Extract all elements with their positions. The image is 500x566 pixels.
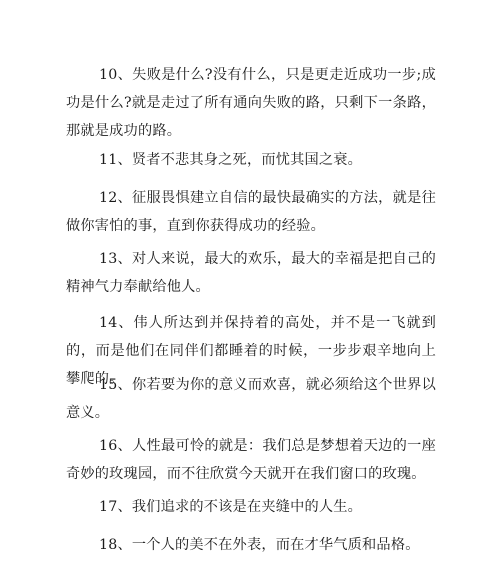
quote-paragraph-11: 11、贤者不悲其身之死，而忧其国之衰。: [99, 152, 363, 168]
quote-paragraph-16: 16、人性最可怜的就是：我们总是梦想着天边的一座奇妙的玫瑰园，而不往欣赏今天就开在我们窗口的玫瑰。: [66, 438, 436, 482]
quote-paragraph-18: 18、一个人的美不在外表，而在才华气质和品格。: [99, 537, 420, 553]
quote-paragraph-13: 13、对人来说，最大的欢乐，最大的幸福是把自己的精神气力奉献给他人。: [66, 251, 436, 295]
quote-paragraph-14: 14、伟人所达到并保持着的高处，并不是一飞就到的，而是他们在同伴们都睡着的时候，一步步艰辛地向上攀爬的。: [66, 315, 436, 387]
quote-paragraph-10: 10、失败是什么?没有什么，只是更走近成功一步;成功是什么?就是走过了所有通向失败的路，只剩下一条路，那就是成功的路。: [66, 67, 436, 139]
quote-paragraph-17: 17、我们追求的不该是在夹缝中的人生。: [99, 499, 363, 515]
quote-paragraph-12: 12、征服畏惧建立自信的最快最确实的方法，就是往做你害怕的事，直到你获得成功的经验。: [66, 190, 436, 234]
quote-paragraph-15: 15、你若要为你的意义而欢喜，就必须给这个世界以意义。: [66, 377, 436, 421]
